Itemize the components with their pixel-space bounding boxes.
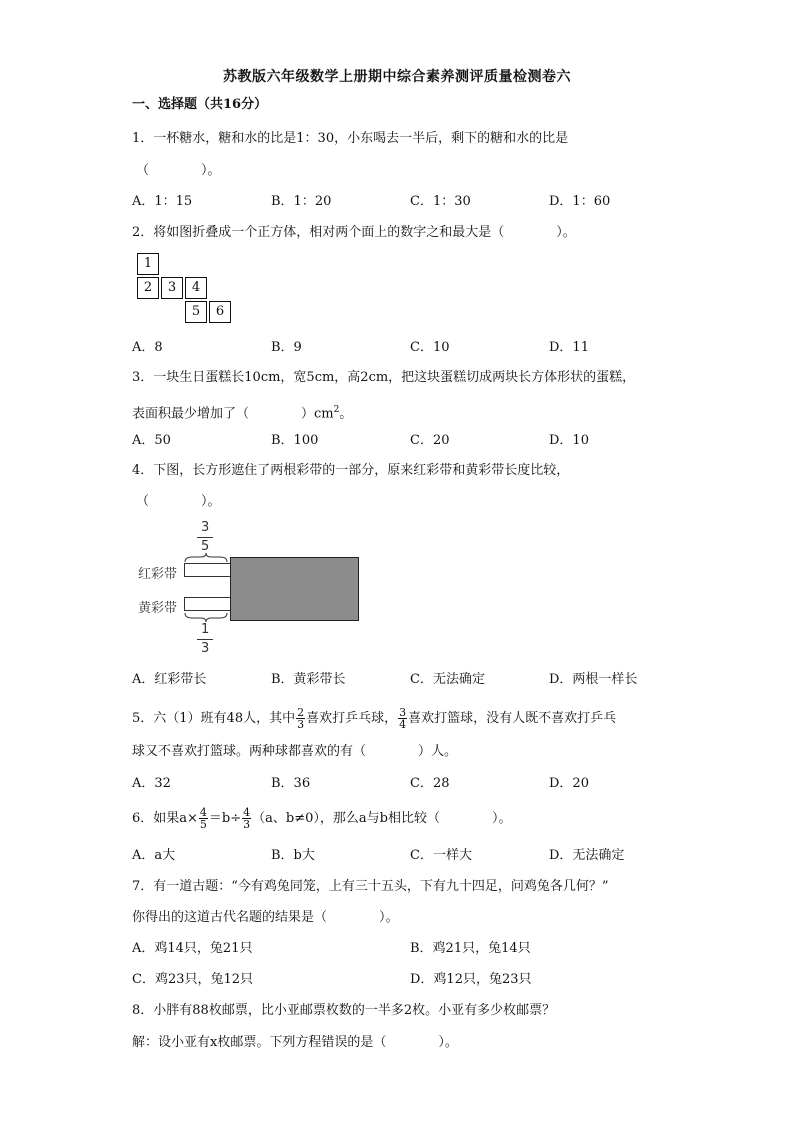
q3-line2-text: 表面积最少增加了（ ）cm: [132, 406, 334, 422]
q2-option-b: B．9: [271, 340, 302, 355]
q7-option-b: B．鸡21只，兔14只: [410, 941, 531, 956]
red-ribbon: [184, 563, 230, 577]
q5-fraction-2: [398, 707, 407, 730]
q6-option-c: C．一样大: [410, 848, 472, 863]
q6-text-end: （a、b≠0），那么a与b相比较（ ）。: [252, 811, 512, 826]
question-8-text: 8．小胖有88枚邮票，比小亚邮票枚数的一半多2枚。小亚有多少枚邮票？: [132, 1003, 556, 1018]
q3-option-b: B．100: [271, 433, 319, 448]
q6-option-a: A．a大: [132, 848, 176, 863]
net-cell-5: 5: [185, 301, 207, 323]
question-1-text: 1．一杯糖水，糖和水的比是1：30，小东喝去一半后，剩下的糖和水的比是: [132, 131, 569, 146]
q5-f2-den: 4: [399, 718, 407, 731]
net-cell-4: 4: [185, 277, 207, 299]
q3-unit-superscript: 2: [333, 405, 340, 415]
q7-option-c: C．鸡23只，兔12只: [132, 972, 254, 987]
q4-option-c: C．无法确定: [410, 672, 485, 687]
question-8-text-line2: 解：设小亚有x枚邮票。下列方程错误的是（ ）。: [132, 1035, 458, 1050]
question-3-text-line2: [132, 401, 352, 423]
q5-text-end: 喜欢打篮球，没有人既不喜欢打乒乓: [408, 711, 617, 726]
yellow-brace: [184, 612, 229, 622]
yellow-ribbon-label: 黄彩带: [138, 601, 178, 616]
question-7-text: 7．有一道古题：“今有鸡兔同笼，上有三十五头，下有九十四足，问鸡兔各几何？”: [132, 879, 609, 894]
red-ribbon-label: 红彩带: [138, 567, 178, 582]
yellow-fraction-bar: [197, 639, 213, 640]
net-cell-2: 2: [137, 277, 159, 299]
net-cell-1: 1: [137, 253, 159, 275]
q2-option-c: C．10: [410, 340, 450, 355]
covering-rectangle: [230, 557, 359, 621]
q5-text-mid: 喜欢打乒乓球，: [306, 711, 398, 726]
q2-option-d: D．11: [549, 340, 589, 355]
q6-f1-den: 5: [199, 818, 207, 831]
q4-option-a: A．红彩带长: [132, 672, 207, 687]
question-7-text-line2: 你得出的这道古代名题的结果是（ ）。: [132, 910, 399, 925]
yellow-ribbon: [184, 597, 230, 611]
red-fraction-denominator: 5: [201, 539, 210, 554]
q1-option-a: A．1：15: [132, 194, 193, 209]
q5-f1-den: 3: [297, 718, 305, 731]
q1-option-c: C．1：30: [410, 194, 471, 209]
q5-f1-num: 2: [297, 706, 305, 719]
q6-option-b: B．b大: [271, 848, 315, 863]
q7-option-d: D．鸡12只，兔23只: [410, 972, 532, 987]
q6-f2-den: 3: [243, 818, 251, 831]
red-fraction-bar: [197, 537, 213, 538]
question-6-text: [132, 804, 511, 834]
q6-fraction-2: [242, 807, 251, 830]
question-3-text: 3．一块生日蛋糕长10cm，宽5cm，高2cm，把这块蛋糕切成两块长方体形状的蛋糕，: [132, 370, 636, 385]
question-1-blank: （ ）。: [136, 163, 221, 178]
q6-text-mid: ＝b÷: [208, 811, 242, 826]
page-title: 苏教版六年级数学上册期中综合素养测评质量检测卷六: [223, 69, 571, 85]
red-brace: [184, 553, 229, 563]
q5-option-d: D．20: [549, 776, 589, 791]
q4-option-b: B．黄彩带长: [271, 672, 346, 687]
q5-option-c: C．28: [410, 776, 450, 791]
yellow-fraction-numerator: 1: [201, 622, 210, 637]
q7-option-a: A．鸡14只，兔21只: [132, 941, 253, 956]
yellow-fraction-denominator: 3: [201, 641, 210, 656]
q5-option-a: A．32: [132, 776, 171, 791]
section-heading: 一、选择题（共16分）: [132, 97, 268, 112]
question-4-text: 4．下图，长方形遮住了两根彩带的一部分，原来红彩带和黄彩带长度比较，: [132, 463, 570, 478]
q1-option-d: D．1：60: [549, 194, 611, 209]
q5-text-start: 5．六（1）班有48人，其中: [132, 711, 296, 726]
question-4-blank: （ ）。: [136, 494, 221, 509]
q2-option-a: A．8: [132, 340, 163, 355]
q3-option-a: A．50: [132, 433, 171, 448]
q3-option-d: D．10: [549, 433, 589, 448]
q5-fraction-1: [296, 707, 305, 730]
question-5-text: [132, 704, 616, 734]
q6-f1-num: 4: [199, 806, 207, 819]
q5-f2-num: 3: [399, 706, 407, 719]
q1-option-b: B．1：20: [271, 194, 332, 209]
question-5-text-line2: 球又不喜欢打篮球。两种球都喜欢的有（ ）人。: [132, 744, 458, 759]
question-2-text: 2．将如图折叠成一个正方体，相对两个面上的数字之和最大是（ ）。: [132, 225, 576, 240]
q6-text-start: 6．如果a×: [132, 811, 198, 826]
q3-line2-end: 。: [339, 406, 353, 422]
red-fraction-numerator: 3: [201, 520, 210, 535]
q6-f2-num: 4: [243, 806, 251, 819]
q4-option-d: D．两根一样长: [549, 672, 638, 687]
q6-option-d: D．无法确定: [549, 848, 625, 863]
net-cell-3: 3: [161, 277, 183, 299]
q5-option-b: B．36: [271, 776, 311, 791]
q6-fraction-1: [199, 807, 208, 830]
q3-option-c: C．20: [410, 433, 450, 448]
net-cell-6: 6: [209, 301, 231, 323]
